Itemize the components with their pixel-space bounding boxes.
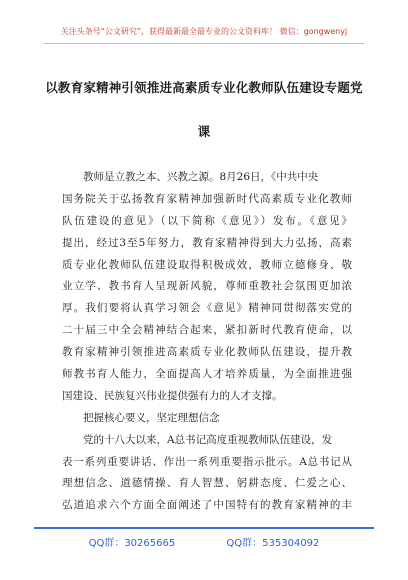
document-body <box>62 167 352 517</box>
header-divider <box>44 43 364 44</box>
footer-divider <box>34 527 374 529</box>
paragraph-line: 质专业化教师队伍建设取得积极成效，教师立德修身、敬 <box>62 258 352 271</box>
paragraph-line: 国建设、民族复兴伟业提供强有力的人才支撑。 <box>62 389 283 402</box>
paragraph-line: 厚。我们要将认真学习领会《意见》精神同贯彻落实党的 <box>62 302 352 315</box>
paragraph-line: 理想信念、道德情操、育人智慧、躬耕态度、仁爱之心、 <box>62 477 352 490</box>
paragraph-line: 业立学、教书育人呈现新风貌，尊师重教社会氛围更加浓 <box>62 280 352 293</box>
section-heading: 把握核心要义，坚定理想信念 <box>83 411 220 424</box>
document-title-line1: 以教育家精神引领推进高素质专业化教师队伍建设专题党 <box>45 80 363 95</box>
paragraph-line: 国务院关于弘扬教育家精神加强新时代高素质专业化教师 <box>62 192 352 205</box>
paragraph-line: 提出，经过3至5年努力，教育家精神得到大力弘扬，高素 <box>62 236 352 249</box>
paragraph-line: 党的十八大以来，A总书记高度重视教师队伍建设，发 <box>83 433 333 446</box>
paragraph-line: 教师是立教之本、兴教之源。8月26日，《中共中央 <box>83 171 319 183</box>
paragraph-line: 弘道追求六个方面全面阐述了中国特有的教育家精神的丰 <box>62 499 352 512</box>
footer-qq-group-2: QQ群：535304092 <box>226 538 320 549</box>
paragraph-line: 教育家精神引领推进高素质专业化教师队伍建设，提升教 <box>62 346 352 359</box>
footer-qq-group-1: QQ群：30265665 <box>88 538 176 549</box>
paragraph-line: 师教书育人能力，全面提高人才培养质量，为全面推进强 <box>62 368 352 381</box>
paragraph-line: 表一系列重要讲话、作出一系列重要指示批示。A总书记从 <box>62 455 352 468</box>
paragraph-line: 队伍建设的意见》（以下简称《意见》）发布。《意见》 <box>62 214 352 227</box>
header-banner: 关注头条号“公文研究”，获得最新最全最专业的公文资料库！ 微信：gongwenyj <box>60 27 348 36</box>
paragraph-line: 二十届三中全会精神结合起来，紧扣新时代教育使命，以 <box>62 324 352 337</box>
footer <box>0 534 408 549</box>
document-title-line2: 课 <box>197 124 211 139</box>
